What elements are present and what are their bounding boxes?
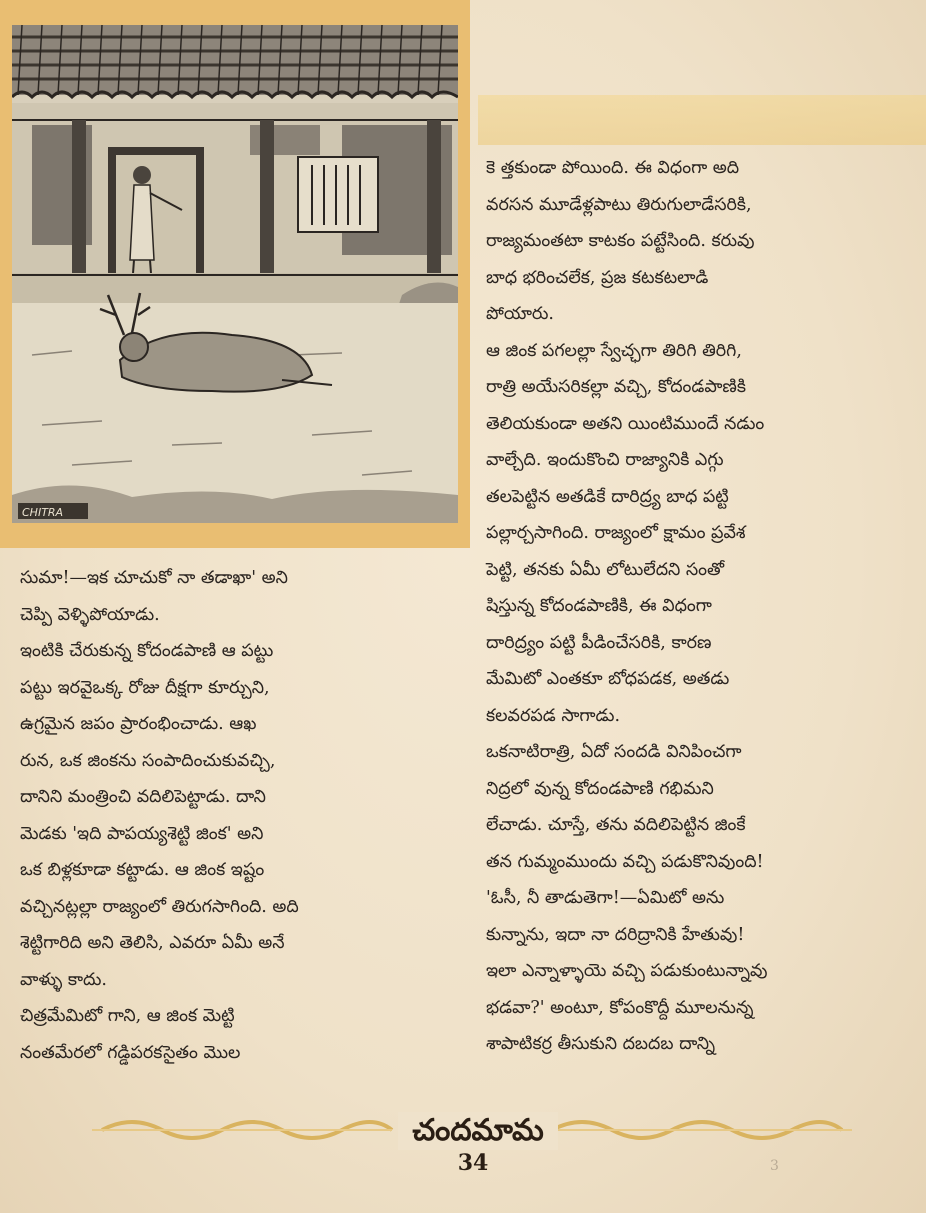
text-line: ఉగ్రమైన జపం ప్రారంభించాడు. ఆఖ <box>20 714 257 734</box>
text-line: శెట్టిగారిది అని తెలిసి, ఎవరూ ఏమీ అనే <box>20 933 285 953</box>
text-line: దానిని మంత్రించి వదిలిపెట్టాడు. దాని <box>20 787 266 807</box>
artist-signature <box>18 503 88 519</box>
text-line: పల్లార్చసాగింది. రాజ్యంలో క్షామం ప్రవేశ <box>486 523 746 543</box>
signature-text: CHITRA <box>22 506 64 519</box>
left-text-column <box>20 560 460 1071</box>
text-line: వచ్చినట్లల్లా రాజ్యంలో తిరుగసాగింది. అది <box>20 896 299 917</box>
text-line: నిద్రలో వున్న కోదండపాణి గభిమని <box>486 778 714 799</box>
text-line: బాధ భరించలేక, ప్రజ కటకటలాడి <box>486 267 709 288</box>
text-line: ఇంటికి చేరుకున్న కోదండపాణి ఆ పట్టు <box>20 641 274 661</box>
text-line: చెప్పి వెళ్ళిపోయాడు. <box>20 604 160 625</box>
text-line: దారిద్ర్యం పట్టి పీడించేసరికి, కారణ <box>486 632 712 653</box>
right-text-column <box>486 150 916 1063</box>
text-line: ఒకనాటిరాత్రి, ఏదో సందడి వినిపించగా <box>486 742 742 762</box>
magazine-title: చందమామ <box>398 1112 558 1150</box>
text-line: వాల్చేది. ఇందుకొంచి రాజ్యానికి ఎగ్గు <box>486 450 724 470</box>
text-line: భడవా?' అంటూ, కోపంకొద్దీ మూలనున్న <box>486 997 754 1018</box>
text-line: తలపెట్టిన అతడికే దారిద్ర్య బాధ పట్టి <box>486 486 729 507</box>
story-illustration <box>12 25 458 523</box>
illustration-drawing <box>12 25 458 523</box>
text-line: వరసన మూడేళ్లపాటు తిరుగులాడేసరికి, <box>486 194 752 215</box>
text-line: పోయారు. <box>486 304 554 324</box>
text-line: కె త్తకుండా పోయింది. ఈ విధంగా అది <box>486 158 740 178</box>
text-line: నంతమేరలో గడ్డిపరకసైతం మొల <box>20 1042 241 1063</box>
text-line: పెట్టి, తనకు ఏమీ లోటులేదని సంతో <box>486 559 725 580</box>
page-number: 34 <box>457 1150 489 1176</box>
text-line: రున, ఒక జింకను సంపాదించుకువచ్చి, <box>20 750 276 771</box>
text-line: రాజ్యమంతటా కాటకం పట్టేసింది. కరువు <box>486 231 755 251</box>
text-line: సుమా!—ఇక చూచుకో నా తడాఖా' అని <box>20 568 288 588</box>
text-line: తెలియకుండా అతని యింటిముందే నడుం <box>486 413 765 434</box>
text-line: కున్నాను, ఇదా నా దరిద్రానికి హేతువు! <box>486 924 745 945</box>
text-line: వాళ్ళు కాదు. <box>20 969 107 990</box>
text-line: మేమిటో ఎంతకూ బోధపడక, అతడు <box>486 669 730 689</box>
text-line: షిస్తున్న కోదండపాణికి, ఈ విధంగా <box>486 596 712 616</box>
roof-tiles <box>12 25 458 97</box>
text-line: రాత్రి అయేసరికల్లా వచ్చి, కోదండపాణికి <box>486 377 747 397</box>
text-line: ఇలా ఎన్నాళ్ళాయె వచ్చి పడుకుంటున్నావు <box>486 961 768 981</box>
text-line: ఆ జింక పగలల్లా స్వేచ్ఛగా తిరిగి తిరిగి, <box>486 340 742 361</box>
decorative-band <box>478 95 926 145</box>
edge-mark: 3 <box>770 1158 779 1174</box>
text-line: శాపాటికర్ర తీసుకుని దబదబ దాన్ని <box>486 1034 716 1054</box>
text-line: తన గుమ్మంముందు వచ్చి పడుకొనివుంది! <box>486 851 764 872</box>
text-line: లేచాడు. చూస్తే, తను వదిలిపెట్టిన జింకే <box>486 815 746 835</box>
house-wall <box>12 103 458 280</box>
text-line: 'ఓసీ, నీ తాడుతెగా!—ఏమిటో అను <box>486 888 725 908</box>
text-line: కలవరపడ సాగాడు. <box>486 705 621 726</box>
text-line: ఒక బిళ్లకూడా కట్టాడు. ఆ జింక ఇష్టం <box>20 860 265 880</box>
window <box>298 157 378 232</box>
text-line: పట్టు ఇరవైఒక్క రోజు దీక్షగా కూర్చుని, <box>20 677 270 698</box>
text-line: చిత్రమేమిటో గాని, ఆ జింక మెట్టి <box>20 1006 235 1026</box>
text-line: మెడకు 'ఇది పాపయ్యశెట్టి జింక' అని <box>20 823 264 844</box>
